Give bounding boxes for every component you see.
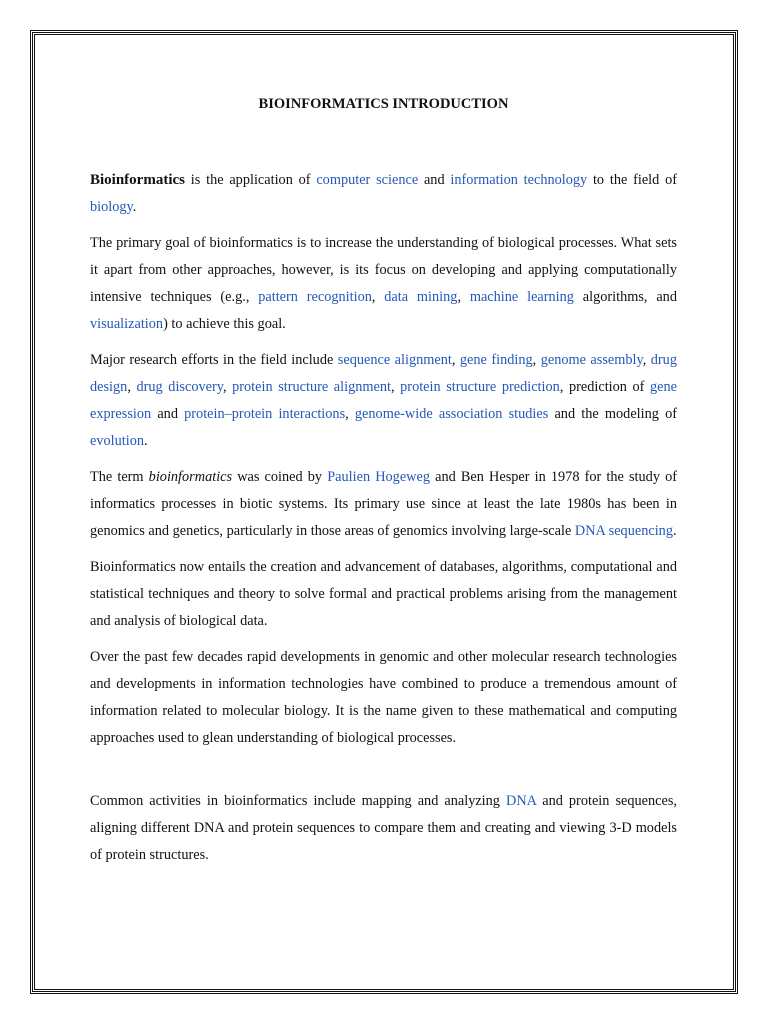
paragraph-recent-developments [90, 644, 677, 752]
text-run: , [371, 289, 385, 305]
bold-term: Bioinformatics [90, 172, 185, 188]
text-run: The primary goal of bioinformatics is to increase the understanding of biological processes. What sets it apart from other approaches, however, is its focus on developing and applying computationally intensive techniques (e.g., [90, 235, 677, 305]
text-run: , [345, 406, 355, 422]
link-protein-structure-alignment[interactable]: protein structure alignment [232, 379, 391, 395]
text-run: Over the past few decades rapid developments in genomic and other molecular research technologies and developments in information technologies have combined to produce a tremendous amount of information related to molecular biology. It is the name given to these mathematical and computing approaches used to glean understanding of biological processes. [90, 649, 677, 746]
text-run: Common activities in bioinformatics include mapping and analyzing [90, 793, 506, 809]
text-run: was coined by [232, 469, 328, 485]
text-run: , [457, 289, 470, 305]
link-computer-science[interactable]: computer science [316, 172, 419, 188]
text-run: algorithms, and [573, 289, 677, 305]
text-run: , [127, 379, 137, 395]
link-visualization[interactable]: visualization [90, 316, 164, 332]
link-paulien-hogeweg[interactable]: Paulien Hogeweg [327, 469, 430, 485]
text-run: to the field of [587, 172, 677, 188]
paragraph-definition [90, 167, 677, 221]
link-machine-learning[interactable]: machine learning [469, 289, 574, 305]
text-run: , [532, 352, 541, 368]
text-run: The term [90, 469, 149, 485]
link-gene-finding[interactable]: gene finding [459, 352, 533, 368]
text-run: , [642, 352, 651, 368]
paragraph-term-origin [90, 464, 677, 545]
paragraph-primary-goal [90, 230, 677, 338]
link-genome-assembly[interactable]: genome assembly [540, 352, 643, 368]
link-protein-structure-prediction[interactable]: protein structure prediction [400, 379, 560, 395]
text-run: , [451, 352, 460, 368]
text-run: and [151, 406, 185, 422]
link-biology[interactable]: biology [90, 199, 133, 215]
link-gene-expression[interactable]: gene expression [90, 379, 678, 422]
link-sequence-alignment[interactable]: sequence alignment [337, 352, 452, 368]
text-run: , [390, 379, 401, 395]
text-run: and the modeling of [548, 406, 677, 422]
link-genome-wide-association-studies[interactable]: genome-wide association studies [354, 406, 549, 422]
text-run: and [418, 172, 451, 188]
link-drug-discovery[interactable]: drug discovery [136, 379, 223, 395]
document-body [90, 96, 677, 878]
link-drug-design[interactable]: drug design [90, 352, 677, 395]
link-pattern-recognition[interactable]: pattern recognition [258, 289, 372, 305]
paragraph-current-scope [90, 554, 677, 635]
link-protein-protein-interactions[interactable]: protein–protein interactions [184, 406, 346, 422]
link-dna[interactable]: DNA [506, 793, 537, 809]
text-run: , [222, 379, 233, 395]
document-title: BIOINFORMATICS INTRODUCTION [258, 96, 509, 112]
link-data-mining[interactable]: data mining [384, 289, 458, 305]
paragraph-research-efforts [90, 347, 677, 455]
text-run: Major research efforts in the field include [90, 352, 338, 368]
text-run: and protein sequences, aligning different DNA and protein sequences to compare them and creating and viewing 3-D models of protein structures. [90, 793, 677, 863]
paragraph-common-activities [90, 788, 677, 869]
italic-term: bioinformatics [148, 469, 233, 485]
text-run: is the application of [185, 172, 317, 188]
text-run: . [132, 199, 137, 215]
text-run: and Ben Hesper in 1978 for the study of informatics processes in biotic systems. Its primary use since at least the late 1980s has been in genomics and genetics, particularly in those areas of genomics involving large-scale [90, 469, 677, 539]
link-evolution[interactable]: evolution [90, 433, 145, 449]
text-run: ) to achieve this goal. [163, 316, 286, 332]
link-dna-sequencing[interactable]: DNA sequencing [574, 523, 673, 539]
link-information-technology[interactable]: information technology [450, 172, 588, 188]
text-run: . [144, 433, 148, 449]
text-run: . [672, 523, 677, 539]
text-run: , prediction of [559, 379, 651, 395]
text-run: Bioinformatics now entails the creation and advancement of databases, algorithms, computational and statistical techniques and theory to solve formal and practical problems arising from the management and analysis of biological data. [90, 559, 677, 629]
